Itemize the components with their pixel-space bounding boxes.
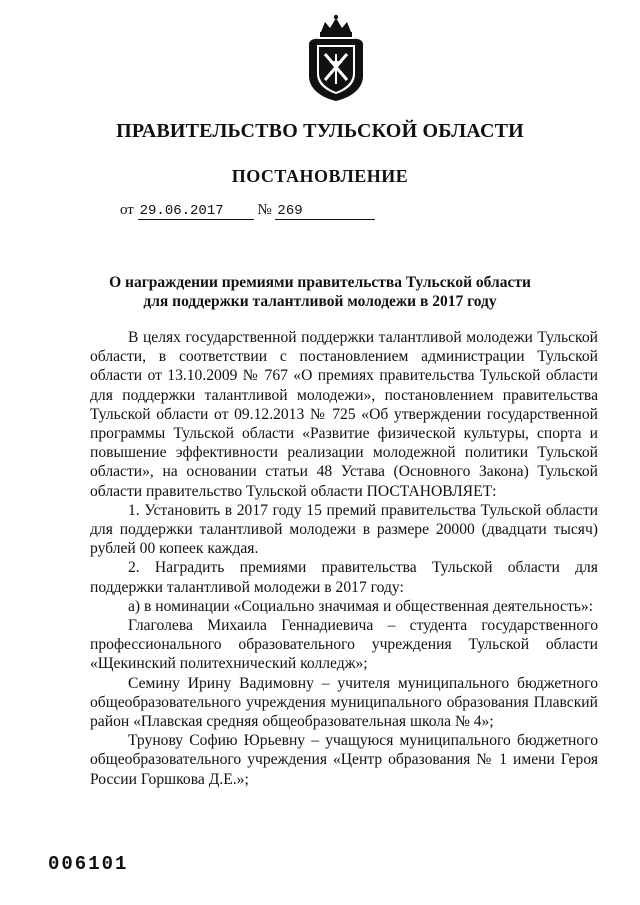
serial-number: 006101 [48, 853, 129, 875]
preamble-paragraph: В целях государственной поддержки талантливой молодежи Тульской области, в соответствии с постановлением администрации Тульской области от 13.10.2009 № 767 «О премиях правительства Тульской области для поддержки талантливой молодежи», постановлением правительства Тульской области от 09.12.2013 № 725 «Об утверждении государственной программы Тульской области «Развитие физической культуры, спорта и повышение эффективности реализации молодежной политики Тульской области», на основании статьи 48 Устава (Основного Закона) Тульской области правительство Тульской области ПОСТАНОВЛЯЕТ: [90, 329, 598, 500]
date-prefix: от [120, 202, 134, 218]
document-type: ПОСТАНОВЛЕНИЕ [231, 166, 409, 186]
awardee-paragraph: Трунову Софию Юрьевну – учащуюся муниципального бюджетного общеобразовательного учреждения «Центр образования № 1 имени Героя России Горшкова Д.Е.»; [90, 732, 598, 788]
government-name: ПРАВИТЕЛЬСТВО ТУЛЬСКОЙ ОБЛАСТИ [116, 120, 524, 142]
clause-2-paragraph: 2. Наградить премиями правительства Тульской области для поддержки талантливой молодежи в 2017 году: [90, 559, 598, 596]
number-prefix: № [257, 202, 272, 218]
decree-title-line-2: для поддержки талантливой молодежи в 2017 году [143, 293, 497, 310]
decree-title-line-1: О награждении премиями правительства Тульской области [109, 274, 531, 291]
coat-of-arms-icon [303, 14, 369, 102]
awardee-paragraph: Семину Ирину Вадимовну – учителя муниципального бюджетного общеобразовательного учреждения муниципального образования Плавский район «Плавская средняя общеобразовательная школа № 4»; [90, 674, 598, 731]
document-number: 269 [275, 203, 375, 220]
nomination-a-paragraph: а) в номинации «Социально значимая и общественная деятельность»: [128, 597, 594, 615]
awardee-paragraph: Глаголева Михаила Геннадиевича – студента государственного профессионального образовательного учреждения Тульской области «Щекинский политехнический колледж»; [90, 617, 598, 673]
decree-title [0, 273, 640, 311]
document-date: 29.06.2017 [138, 203, 254, 220]
decree-body [90, 328, 598, 789]
document-meta [120, 202, 375, 220]
clause-1-paragraph: 1. Установить в 2017 году 15 премий правительства Тульской области для поддержки талантливой молодежи в размере 20000 (двадцати тысяч) рублей 00 копеек каждая. [90, 501, 598, 558]
